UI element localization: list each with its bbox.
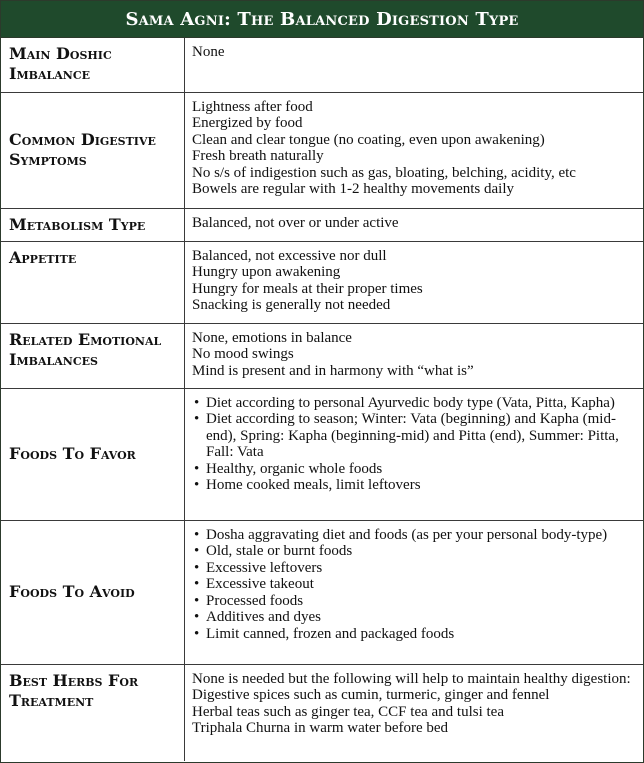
list-item: • Diet according to season; Winter: Vata (beginning) and Kapha (mid-end), Spring: Kapha (beginning-mid) and Pitta (end), Summer: Pitta, Fall: Vata (206, 411, 635, 461)
row-label: Foods To Favor (1, 388, 185, 520)
list-item: • Limit canned, frozen and packaged foods (206, 626, 635, 643)
value-line: Hungry for meals at their proper times (192, 280, 423, 297)
table-row (1, 208, 643, 241)
list-item: • Old, stale or burnt foods (206, 543, 635, 560)
value-line: Mind is present and in harmony with “what is” (192, 362, 474, 379)
table-row (1, 664, 643, 761)
value-line: Herbal teas such as ginger tea, CCF tea and tulsi tea (192, 703, 504, 720)
row-value (185, 208, 644, 241)
value-line: No mood swings (192, 346, 294, 363)
value-line: Lightness after food (192, 98, 313, 115)
list-item: • Home cooked meals, limit leftovers (206, 477, 635, 494)
row-value (185, 323, 644, 388)
value-line: Energized by food (192, 115, 303, 132)
info-table (1, 38, 643, 761)
row-label: Foods To Avoid (1, 520, 185, 664)
row-value (185, 664, 644, 761)
list-item: • Healthy, organic whole foods (206, 461, 635, 478)
list-item: • Processed foods (206, 593, 635, 610)
value-line: Balanced, not over or under active (192, 214, 399, 231)
row-value (185, 520, 644, 664)
list-item: • Excessive takeout (206, 576, 635, 593)
value-line: None (192, 44, 225, 60)
value-line: Clean and clear tongue (no coating, even upon awakening) (192, 131, 545, 148)
list-item: • Excessive leftovers (206, 560, 635, 577)
list-item: • Additives and dyes (206, 609, 635, 626)
table-row (1, 388, 643, 520)
row-label: Best Herbs For Treatment (1, 664, 185, 761)
value-line: Digestive spices such as cumin, turmeric, ginger and fennel (192, 687, 550, 704)
row-value (185, 388, 644, 520)
table-row (1, 92, 643, 208)
row-value (185, 241, 644, 323)
row-label: Appetite (1, 241, 185, 323)
value-line: None is needed but the following will help to maintain healthy digestion: (192, 670, 631, 687)
value-line: Triphala Churna in warm water before bed (192, 720, 449, 737)
value-line: No s/s of indigestion such as gas, bloating, belching, acidity, etc (192, 164, 576, 181)
bullet-list (192, 527, 635, 643)
row-label: Metabolism Type (1, 208, 185, 241)
row-label: Main Doshic Imbalance (1, 38, 185, 92)
table-row (1, 38, 643, 92)
row-label: Related Emotional Imbalances (1, 323, 185, 388)
value-line: Fresh breath naturally (192, 148, 324, 165)
table-row (1, 241, 643, 323)
value-line: Balanced, not excessive nor dull (192, 247, 387, 264)
row-label: Common Digestive Symptoms (1, 92, 185, 208)
list-item: • Dosha aggravating diet and foods (as per your personal body-type) (206, 527, 635, 544)
value-line: Hungry upon awakening (192, 264, 341, 281)
row-value (185, 38, 644, 92)
table-row (1, 323, 643, 388)
table-title: Sama Agni: The Balanced Digestion Type (1, 1, 643, 38)
value-line: Snacking is generally not needed (192, 297, 391, 314)
list-item: • Diet according to personal Ayurvedic body type (Vata, Pitta, Kapha) (206, 395, 635, 412)
value-line: None, emotions in balance (192, 329, 352, 346)
value-line: Bowels are regular with 1-2 healthy movements daily (192, 181, 514, 198)
table-row (1, 520, 643, 664)
bullet-list (192, 395, 635, 495)
row-value (185, 92, 644, 208)
